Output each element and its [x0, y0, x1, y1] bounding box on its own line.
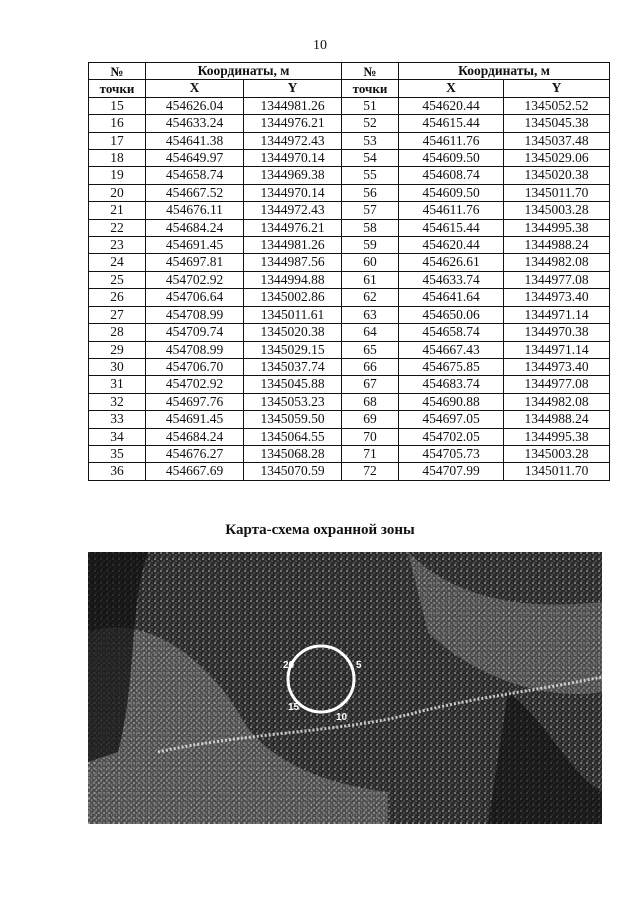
point-number-cell: 33 — [89, 411, 146, 428]
y-coordinate-cell: 1345029.15 — [244, 341, 342, 358]
table-row — [89, 115, 610, 132]
y-coordinate-cell: 1344981.26 — [244, 237, 342, 254]
point-number-cell: 55 — [342, 167, 399, 184]
point-number-cell: 30 — [89, 358, 146, 375]
x-coordinate-cell: 454626.61 — [399, 254, 504, 271]
x-coordinate-cell: 454641.64 — [399, 289, 504, 306]
x-coordinate-cell: 454709.74 — [146, 324, 244, 341]
point-number-cell: 23 — [89, 237, 146, 254]
y-coordinate-cell: 1345003.28 — [504, 202, 610, 219]
map-point-label: 20 — [283, 660, 295, 671]
table-row — [89, 358, 610, 375]
x-coordinate-cell: 454615.44 — [399, 219, 504, 236]
coordinates-table — [88, 62, 610, 481]
table-row — [89, 289, 610, 306]
x-coordinate-cell: 454702.92 — [146, 271, 244, 288]
y-coordinate-cell: 1344972.43 — [244, 132, 342, 149]
point-number-cell: 27 — [89, 306, 146, 323]
point-number-cell: 57 — [342, 202, 399, 219]
x-coordinate-cell: 454650.06 — [399, 306, 504, 323]
x-coordinate-cell: 454620.44 — [399, 237, 504, 254]
point-number-cell: 19 — [89, 167, 146, 184]
y-coordinate-cell: 1345037.48 — [504, 132, 610, 149]
table-row — [89, 306, 610, 323]
y-coordinate-cell: 1344982.08 — [504, 393, 610, 410]
point-label-header: точки — [89, 80, 146, 97]
point-number-cell: 21 — [89, 202, 146, 219]
point-number-cell: 72 — [342, 463, 399, 480]
y-coordinate-cell: 1345059.50 — [244, 411, 342, 428]
table-row — [89, 184, 610, 201]
point-number-cell: 31 — [89, 376, 146, 393]
x-coordinate-cell: 454667.69 — [146, 463, 244, 480]
y-coordinate-cell: 1345002.86 — [244, 289, 342, 306]
x-coordinate-cell: 454641.38 — [146, 132, 244, 149]
point-number-cell: 18 — [89, 150, 146, 167]
y-coordinate-cell: 1345045.88 — [244, 376, 342, 393]
point-number-cell: 60 — [342, 254, 399, 271]
table-header-row-2 — [89, 80, 610, 97]
x-coordinate-cell: 454683.74 — [399, 376, 504, 393]
y-coordinate-cell: 1345003.28 — [504, 445, 610, 462]
y-coordinate-cell: 1344971.14 — [504, 306, 610, 323]
y-coordinate-cell: 1344981.26 — [244, 97, 342, 114]
x-coordinate-cell: 454620.44 — [399, 97, 504, 114]
point-number-cell: 56 — [342, 184, 399, 201]
x-coordinate-cell: 454626.04 — [146, 97, 244, 114]
point-number-cell: 65 — [342, 341, 399, 358]
table-row — [89, 219, 610, 236]
point-number-header: № — [89, 63, 146, 80]
table-header-row-1 — [89, 63, 610, 80]
y-coordinate-cell: 1345011.70 — [504, 184, 610, 201]
y-coordinate-cell: 1345029.06 — [504, 150, 610, 167]
x-coordinate-cell: 454649.97 — [146, 150, 244, 167]
x-coordinate-cell: 454706.70 — [146, 358, 244, 375]
y-coordinate-cell: 1344977.08 — [504, 376, 610, 393]
y-coordinate-cell: 1345045.38 — [504, 115, 610, 132]
table-row — [89, 324, 610, 341]
x-coordinate-cell: 454707.99 — [399, 463, 504, 480]
x-coordinate-cell: 454667.52 — [146, 184, 244, 201]
point-number-cell: 36 — [89, 463, 146, 480]
y-coordinate-cell: 1344976.21 — [244, 219, 342, 236]
y-coordinate-cell: 1344994.88 — [244, 271, 342, 288]
x-column-header: X — [146, 80, 244, 97]
protection-zone-map — [88, 552, 602, 824]
x-coordinate-cell: 454684.24 — [146, 219, 244, 236]
table-row — [89, 97, 610, 114]
table-row — [89, 150, 610, 167]
point-number-cell: 20 — [89, 184, 146, 201]
x-coordinate-cell: 454697.05 — [399, 411, 504, 428]
x-coordinate-cell: 454691.45 — [146, 411, 244, 428]
y-coordinate-cell: 1345053.23 — [244, 393, 342, 410]
table-row — [89, 463, 610, 480]
y-coordinate-cell: 1344972.43 — [244, 202, 342, 219]
table-row — [89, 167, 610, 184]
point-number-cell: 29 — [89, 341, 146, 358]
point-number-cell: 28 — [89, 324, 146, 341]
table-row — [89, 132, 610, 149]
y-coordinate-cell: 1345011.61 — [244, 306, 342, 323]
x-coordinate-cell: 454697.81 — [146, 254, 244, 271]
point-number-cell: 59 — [342, 237, 399, 254]
coordinates-header: Координаты, м — [146, 63, 342, 80]
table-row — [89, 202, 610, 219]
y-coordinate-cell: 1345020.38 — [244, 324, 342, 341]
point-number-cell: 26 — [89, 289, 146, 306]
point-number-cell: 62 — [342, 289, 399, 306]
table-row — [89, 445, 610, 462]
x-column-header: X — [399, 80, 504, 97]
y-coordinate-cell: 1344971.14 — [504, 341, 610, 358]
x-coordinate-cell: 454697.76 — [146, 393, 244, 410]
y-coordinate-cell: 1345052.52 — [504, 97, 610, 114]
y-coordinate-cell: 1344976.21 — [244, 115, 342, 132]
x-coordinate-cell: 454611.76 — [399, 202, 504, 219]
y-coordinate-cell: 1344969.38 — [244, 167, 342, 184]
table-row — [89, 271, 610, 288]
x-coordinate-cell: 454702.92 — [146, 376, 244, 393]
point-number-cell: 17 — [89, 132, 146, 149]
y-coordinate-cell: 1345068.28 — [244, 445, 342, 462]
point-number-cell: 63 — [342, 306, 399, 323]
y-coordinate-cell: 1345070.59 — [244, 463, 342, 480]
y-coordinate-cell: 1345064.55 — [244, 428, 342, 445]
x-coordinate-cell: 454691.45 — [146, 237, 244, 254]
point-number-cell: 24 — [89, 254, 146, 271]
table-row — [89, 341, 610, 358]
y-coordinate-cell: 1344982.08 — [504, 254, 610, 271]
x-coordinate-cell: 454611.76 — [399, 132, 504, 149]
x-coordinate-cell: 454708.99 — [146, 341, 244, 358]
point-number-cell: 15 — [89, 97, 146, 114]
y-coordinate-cell: 1345011.70 — [504, 463, 610, 480]
map-image — [88, 552, 602, 824]
x-coordinate-cell: 454667.43 — [399, 341, 504, 358]
point-number-header: № — [342, 63, 399, 80]
x-coordinate-cell: 454702.05 — [399, 428, 504, 445]
point-number-cell: 58 — [342, 219, 399, 236]
x-coordinate-cell: 454684.24 — [146, 428, 244, 445]
y-coordinate-cell: 1344977.08 — [504, 271, 610, 288]
x-coordinate-cell: 454705.73 — [399, 445, 504, 462]
y-coordinate-cell: 1345037.74 — [244, 358, 342, 375]
x-coordinate-cell: 454633.24 — [146, 115, 244, 132]
y-coordinate-cell: 1344973.40 — [504, 289, 610, 306]
x-coordinate-cell: 454615.44 — [399, 115, 504, 132]
point-number-cell: 54 — [342, 150, 399, 167]
map-point-label: 10 — [336, 712, 348, 723]
point-number-cell: 66 — [342, 358, 399, 375]
y-coordinate-cell: 1344995.38 — [504, 428, 610, 445]
map-point-label: 15 — [288, 702, 300, 713]
point-number-cell: 70 — [342, 428, 399, 445]
x-coordinate-cell: 454676.27 — [146, 445, 244, 462]
point-number-cell: 16 — [89, 115, 146, 132]
point-number-cell: 53 — [342, 132, 399, 149]
point-number-cell: 35 — [89, 445, 146, 462]
table-row — [89, 254, 610, 271]
y-column-header: Y — [504, 80, 610, 97]
y-coordinate-cell: 1344970.38 — [504, 324, 610, 341]
x-coordinate-cell: 454609.50 — [399, 184, 504, 201]
x-coordinate-cell: 454633.74 — [399, 271, 504, 288]
table-row — [89, 237, 610, 254]
point-number-cell: 34 — [89, 428, 146, 445]
page-number: 10 — [313, 38, 327, 53]
y-coordinate-cell: 1344987.56 — [244, 254, 342, 271]
point-number-cell: 32 — [89, 393, 146, 410]
point-label-header: точки — [342, 80, 399, 97]
point-number-cell: 61 — [342, 271, 399, 288]
table-row — [89, 428, 610, 445]
table-row — [89, 411, 610, 428]
x-coordinate-cell: 454675.85 — [399, 358, 504, 375]
x-coordinate-cell: 454708.99 — [146, 306, 244, 323]
point-number-cell: 51 — [342, 97, 399, 114]
point-number-cell: 69 — [342, 411, 399, 428]
map-point-label: 5 — [356, 660, 362, 671]
table-row — [89, 393, 610, 410]
point-number-cell: 64 — [342, 324, 399, 341]
x-coordinate-cell: 454609.50 — [399, 150, 504, 167]
point-number-cell: 22 — [89, 219, 146, 236]
x-coordinate-cell: 454690.88 — [399, 393, 504, 410]
x-coordinate-cell: 454608.74 — [399, 167, 504, 184]
x-coordinate-cell: 454658.74 — [146, 167, 244, 184]
map-title: Карта-схема охранной зоны — [225, 522, 415, 538]
y-column-header: Y — [244, 80, 342, 97]
point-number-cell: 67 — [342, 376, 399, 393]
y-coordinate-cell: 1344995.38 — [504, 219, 610, 236]
y-coordinate-cell: 1344988.24 — [504, 237, 610, 254]
coordinates-header: Координаты, м — [399, 63, 610, 80]
y-coordinate-cell: 1344970.14 — [244, 184, 342, 201]
table-row — [89, 376, 610, 393]
y-coordinate-cell: 1344988.24 — [504, 411, 610, 428]
x-coordinate-cell: 454706.64 — [146, 289, 244, 306]
x-coordinate-cell: 454676.11 — [146, 202, 244, 219]
y-coordinate-cell: 1344973.40 — [504, 358, 610, 375]
point-number-cell: 68 — [342, 393, 399, 410]
y-coordinate-cell: 1344970.14 — [244, 150, 342, 167]
y-coordinate-cell: 1345020.38 — [504, 167, 610, 184]
x-coordinate-cell: 454658.74 — [399, 324, 504, 341]
point-number-cell: 71 — [342, 445, 399, 462]
point-number-cell: 52 — [342, 115, 399, 132]
point-number-cell: 25 — [89, 271, 146, 288]
